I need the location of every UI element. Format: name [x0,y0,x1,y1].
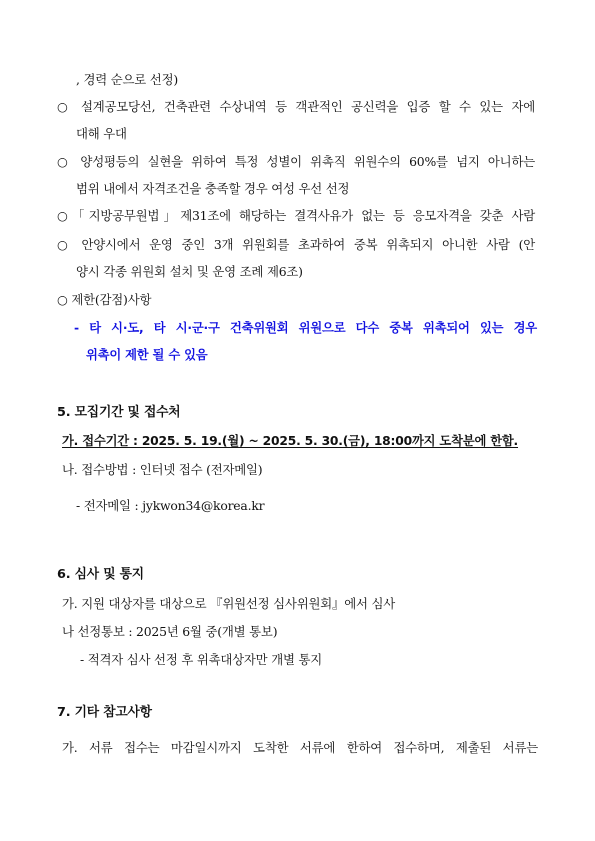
restrict-note [74,320,537,336]
restrict-note-cont: 위촉이 제한 될 수 있음 [86,348,208,362]
section6-review: 가. 지원 대상자를 대상으로 『위원선정 심사위원회』에서 심사 [62,596,396,611]
section6-notice-sub: - 적격자 심사 선정 후 위촉대상자만 개별 통지 [80,652,323,667]
criteria-item-gender-cont: 범위 내에서 자격조건을 충족할 경우 여성 우선 선정 [76,181,350,196]
criteria-item-gender-text: ○ 양성평등의 실현을 위하여 특정 성별이 위촉직 위원수의 60%를 넘지 아니하는 [57,154,535,169]
section7-note [62,740,538,756]
section6-heading: 6. 심사 및 통지 [57,567,144,582]
section5-method: 나. 접수방법 : 인터넷 접수 (전자메일) [62,462,263,477]
criteria-continued-line: , 경력 순으로 선정) [76,72,178,87]
section5-email: - 전자메일 : jykwon34@korea.kr [76,498,265,513]
criteria-item-committee-cont: 양시 각종 위원회 설치 및 운영 조례 제6조) [76,264,303,279]
criteria-item-law [57,208,535,224]
section5-heading: 5. 모집기간 및 접수처 [57,405,181,420]
section5-period: 가. 접수기간 : 2025. 5. 19.(월) ~ 2025. 5. 30.(금), 18:00까지 도착분에 한함. [62,434,519,448]
criteria-item-gender [57,154,535,170]
section7-heading: 7. 기타 참고사항 [57,705,152,720]
criteria-item-award [57,99,535,115]
criteria-item-restrict: ○ 제한(감점)사항 [57,292,152,307]
criteria-item-award-cont: 대해 우대 [76,126,127,141]
criteria-item-award-text: ○ 설계공모당선, 건축관련 수상내역 등 객관적인 공신력을 입증 할 수 있는 자에 [57,99,535,114]
criteria-item-committee [57,237,535,253]
restrict-note-text: - 타 시·도, 타 시·군·구 건축위원회 위원으로 다수 중복 위촉되어 있는 경우 [74,321,537,335]
section7-note-text: 가. 서류 접수는 마감일시까지 도착한 서류에 한하여 접수하며, 제출된 서류는 [62,740,538,755]
section6-notice: 나 선정통보 : 2025년 6월 중(개별 통보) [62,624,278,639]
criteria-item-law-text: ○「지방공무원법」제31조에 해당하는 결격사유가 없는 등 응모자격을 갖춘 사람 [57,208,535,223]
criteria-item-committee-text: ○ 안양시에서 운영 중인 3개 위원회를 초과하여 중복 위촉되지 아니한 사람 (안 [57,237,535,252]
